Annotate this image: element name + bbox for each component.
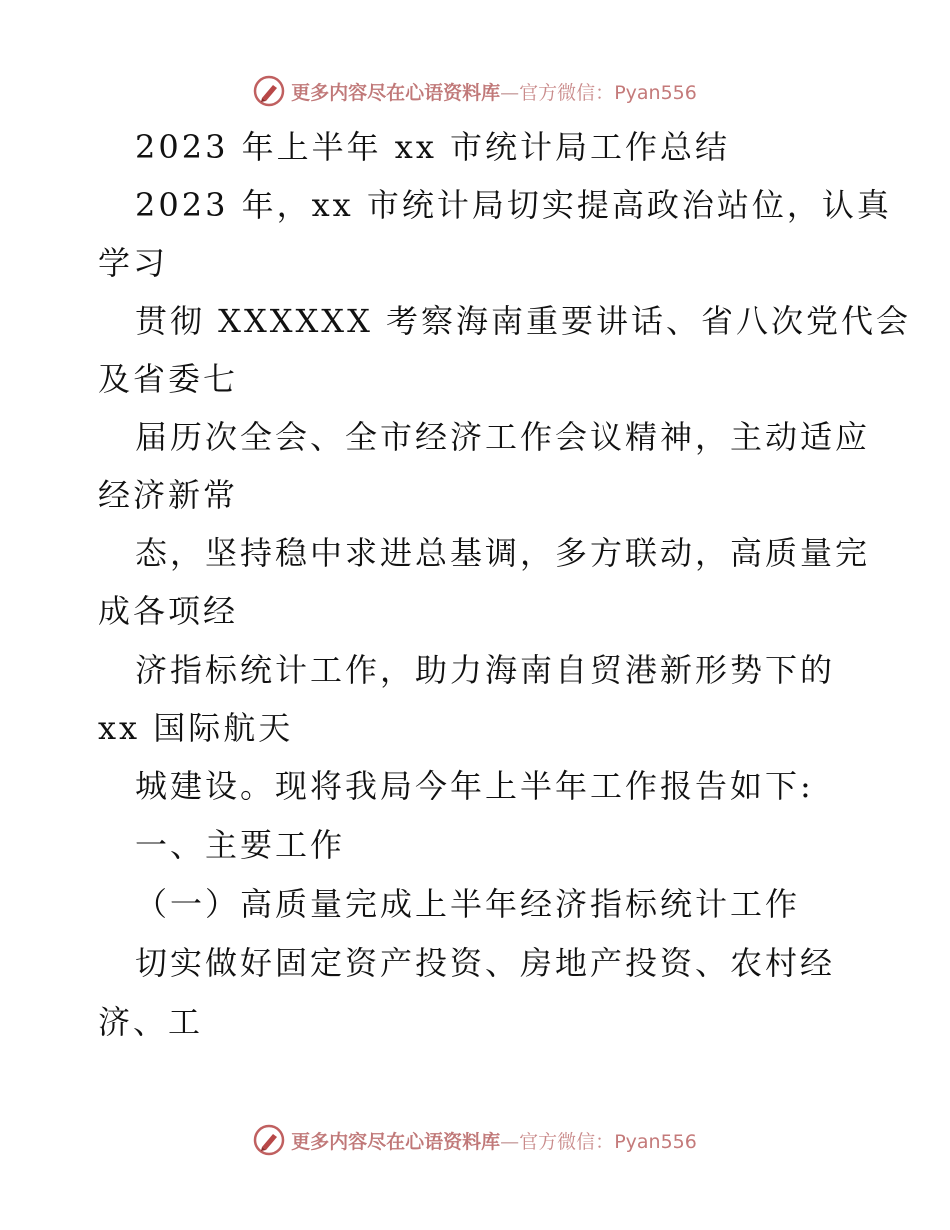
paragraph-line: 2023 年，xx 市统计局切实提高政治站位，认真 xyxy=(135,186,892,224)
paragraph-line: 城建设。现将我局今年上半年工作报告如下: xyxy=(135,767,814,805)
paragraph-line: 贯彻 XXXXXX 考察海南重要讲话、省八次党代会 xyxy=(135,302,912,340)
paragraph-line: 切实做好固定资产投资、房地产投资、农村经 xyxy=(135,944,836,982)
paragraph-line: 届历次全会、全市经济工作会议精神，主动适应 xyxy=(135,418,871,456)
watermark-main-text: 更多内容尽在心语资料库 xyxy=(291,81,501,104)
footer-watermark xyxy=(0,1120,950,1160)
watermark-dash: — xyxy=(500,1130,520,1153)
section-heading: 一、主要工作 xyxy=(135,826,346,864)
paragraph-line: 经济新常 xyxy=(98,476,239,514)
watermark-dash: — xyxy=(500,81,520,104)
watermark-label: 官方微信： xyxy=(519,1130,615,1153)
paragraph-line: 济指标统计工作，助力海南自贸港新形势下的 xyxy=(135,651,836,689)
watermark-handle: Pyan556 xyxy=(614,1130,697,1153)
watermark-main-text: 更多内容尽在心语资料库 xyxy=(291,1130,501,1153)
watermark-label: 官方微信： xyxy=(519,81,615,104)
watermark-handle: Pyan556 xyxy=(614,81,697,104)
paragraph-line: 态，坚持稳中求进总基调，多方联动，高质量完 xyxy=(135,534,871,572)
document-title: 2023 年上半年 xx 市统计局工作总结 xyxy=(135,128,731,166)
paragraph-line: 成各项经 xyxy=(98,592,239,630)
paragraph-line: xx 国际航天 xyxy=(98,709,294,747)
pen-logo-icon xyxy=(253,1124,285,1156)
paragraph-line: 学习 xyxy=(98,244,169,282)
subsection-heading: （一）高质量完成上半年经济指标统计工作 xyxy=(135,885,801,923)
paragraph-line: 济、工 xyxy=(98,1003,204,1041)
paragraph-line: 及省委七 xyxy=(98,360,239,398)
